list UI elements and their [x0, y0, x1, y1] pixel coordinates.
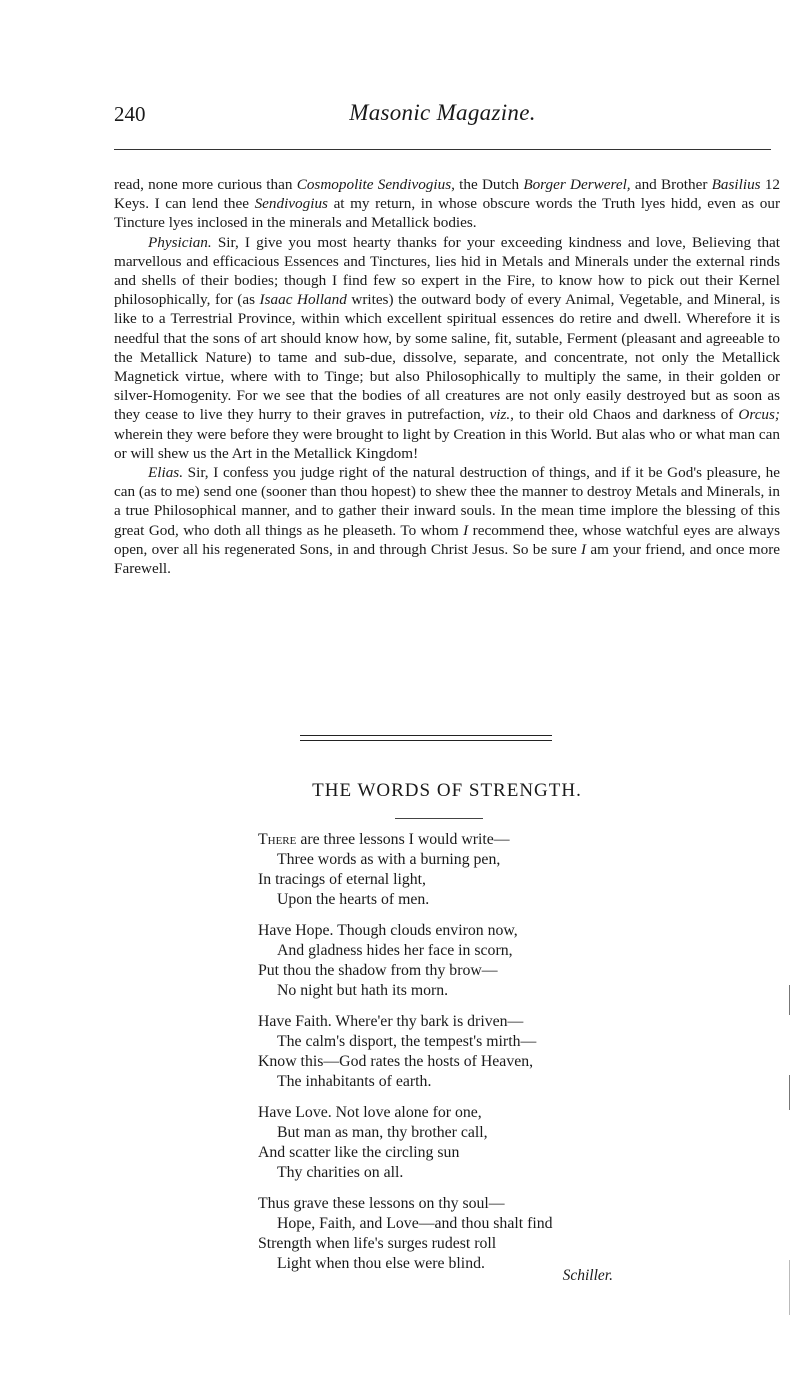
article-body — [114, 175, 780, 578]
poem-line: In tracings of eternal light, — [258, 871, 427, 888]
poem-line — [258, 830, 678, 850]
title-rule — [395, 818, 483, 819]
italic-run: Elias. — [148, 464, 184, 482]
poem-line-text: are three lessons I would write— — [296, 831, 510, 848]
paragraph: Physician. Sir, I give you most hearty thanks for your exceeding kindness and love, Believing that marvellous and efficacious Essences and Tinctures, lies hid in Metals and Minerals under the external rinds and shells of their bodies; though I find few so expert in the Fire, to know how to pick out their Kernel philosophically, for (as Isaac Holland writes) the outward body of every Animal, Vegetable, and Mineral, is like to a Terrestrial Province, within which excellent spiritual essences do retire and dwell. Wherefore it is needful that the sons of art should know how, by some saline, fit, sutable, Ferment (pleasant and agreeable to the Metallick Nature) to tame and sub-due, dissolve, separate, and concentrate, not only the Metallick Magnetick virtue, where with to Tinge; but also Philosophically to multiply the same, in their golden or silver-Homogenity. For we see that the bodies of all creatures are not only easily destroyed but as soon as they cease to live they hurry to their graves in putrefaction, viz., to their old Chaos and darkness of Orcus; wherein they were before they were brought to light by Creation in this World. But alas who or what man can or will shew us the Art in the Metallick Kingdom! — [114, 233, 781, 462]
poem-line: Light when thou else were blind. — [277, 1255, 485, 1272]
italic-run: Basilius — [711, 176, 761, 193]
stanza — [258, 1012, 678, 1092]
poem-line: And scatter like the circling sun — [258, 1144, 460, 1161]
poem-line: Three words as with a burning pen, — [277, 851, 501, 868]
poem-line: Upon the hearts of men. — [277, 891, 430, 908]
section-divider — [300, 735, 552, 743]
poem-line: Have Love. Not love alone for one, — [258, 1104, 482, 1121]
stanza — [258, 1194, 678, 1274]
italic-run: Orcus; — [738, 406, 780, 424]
italic-run: viz., — [489, 406, 514, 424]
poem-line: Strength when life's surges rudest roll — [258, 1235, 497, 1252]
poem-line: Know this—God rates the hosts of Heaven, — [258, 1053, 534, 1070]
scan-artifact — [789, 1260, 790, 1315]
italic-run: Physician. — [148, 233, 212, 251]
stanza — [258, 921, 678, 1001]
poem-line: Thus grave these lessons on thy soul— — [258, 1195, 505, 1212]
header-rule — [114, 149, 771, 150]
italic-run: Cosmopolite Sendivogius, — [296, 176, 455, 193]
poem-line: Put thou the shadow from thy brow— — [258, 962, 498, 979]
italic-run: Sendivogius — [254, 195, 328, 213]
poem-line: Thy charities on all. — [277, 1164, 404, 1181]
drop-word: There — [258, 831, 297, 848]
poem-line: Have Hope. Though clouds environ now, — [258, 922, 518, 939]
stanza — [258, 830, 678, 910]
paragraph: read, none more curious than Cosmopolite Sendivogius, the Dutch Borger Derwerel, and Brother Basilius 12 Keys. I can lend thee Sendivogius at my return, in whose obscure words the Truth lyes hidd, even as our Tincture lyes inclosed in the minerals and Metallick bodies. — [114, 176, 781, 232]
page-number: 240 — [114, 102, 146, 126]
scan-artifact — [789, 1075, 790, 1110]
poem-author: Schiller. — [562, 1267, 613, 1284]
poem — [258, 830, 678, 1285]
poem-line: The inhabitants of earth. — [277, 1073, 432, 1090]
divider-line — [300, 735, 552, 736]
scan-artifact — [789, 985, 790, 1015]
italic-run: I — [463, 521, 469, 539]
page-header — [114, 98, 771, 134]
poem-line: The calm's disport, the tempest's mirth— — [277, 1033, 537, 1050]
paragraph: Elias. Sir, I confess you judge right of the natural destruction of things, and if it be God's pleasure, he can (as to me) send one (sooner than thou hopest) to shew thee the manner to destroy Metals and Minerals, in a true Philosophical manner, and to gather their inward souls. In the mean time implore the blessing of this great God, who doth all things as he pleaseth. To whom I recommend thee, whose watchful eyes are always open, over all his regenerated Sons, in and through Christ Jesus. So be sure I am your friend, and once more Farewell. — [114, 464, 781, 578]
running-title: Masonic Magazine. — [349, 100, 536, 125]
stanza — [258, 1103, 678, 1183]
italic-run: Isaac Holland — [259, 291, 347, 309]
italic-run: Borger Derwerel, — [523, 176, 631, 193]
italic-run: I — [580, 540, 587, 558]
poem-title: THE WORDS OF STRENGTH. — [312, 780, 582, 801]
divider-line — [300, 740, 552, 741]
poem-line: And gladness hides her face in scorn, — [277, 942, 513, 959]
poem-line: Have Faith. Where'er thy bark is driven— — [258, 1013, 524, 1030]
poem-line: No night but hath its morn. — [277, 982, 449, 999]
poem-line: But man as man, thy brother call, — [277, 1124, 488, 1141]
poem-line: Hope, Faith, and Love—and thou shalt find — [277, 1215, 553, 1232]
